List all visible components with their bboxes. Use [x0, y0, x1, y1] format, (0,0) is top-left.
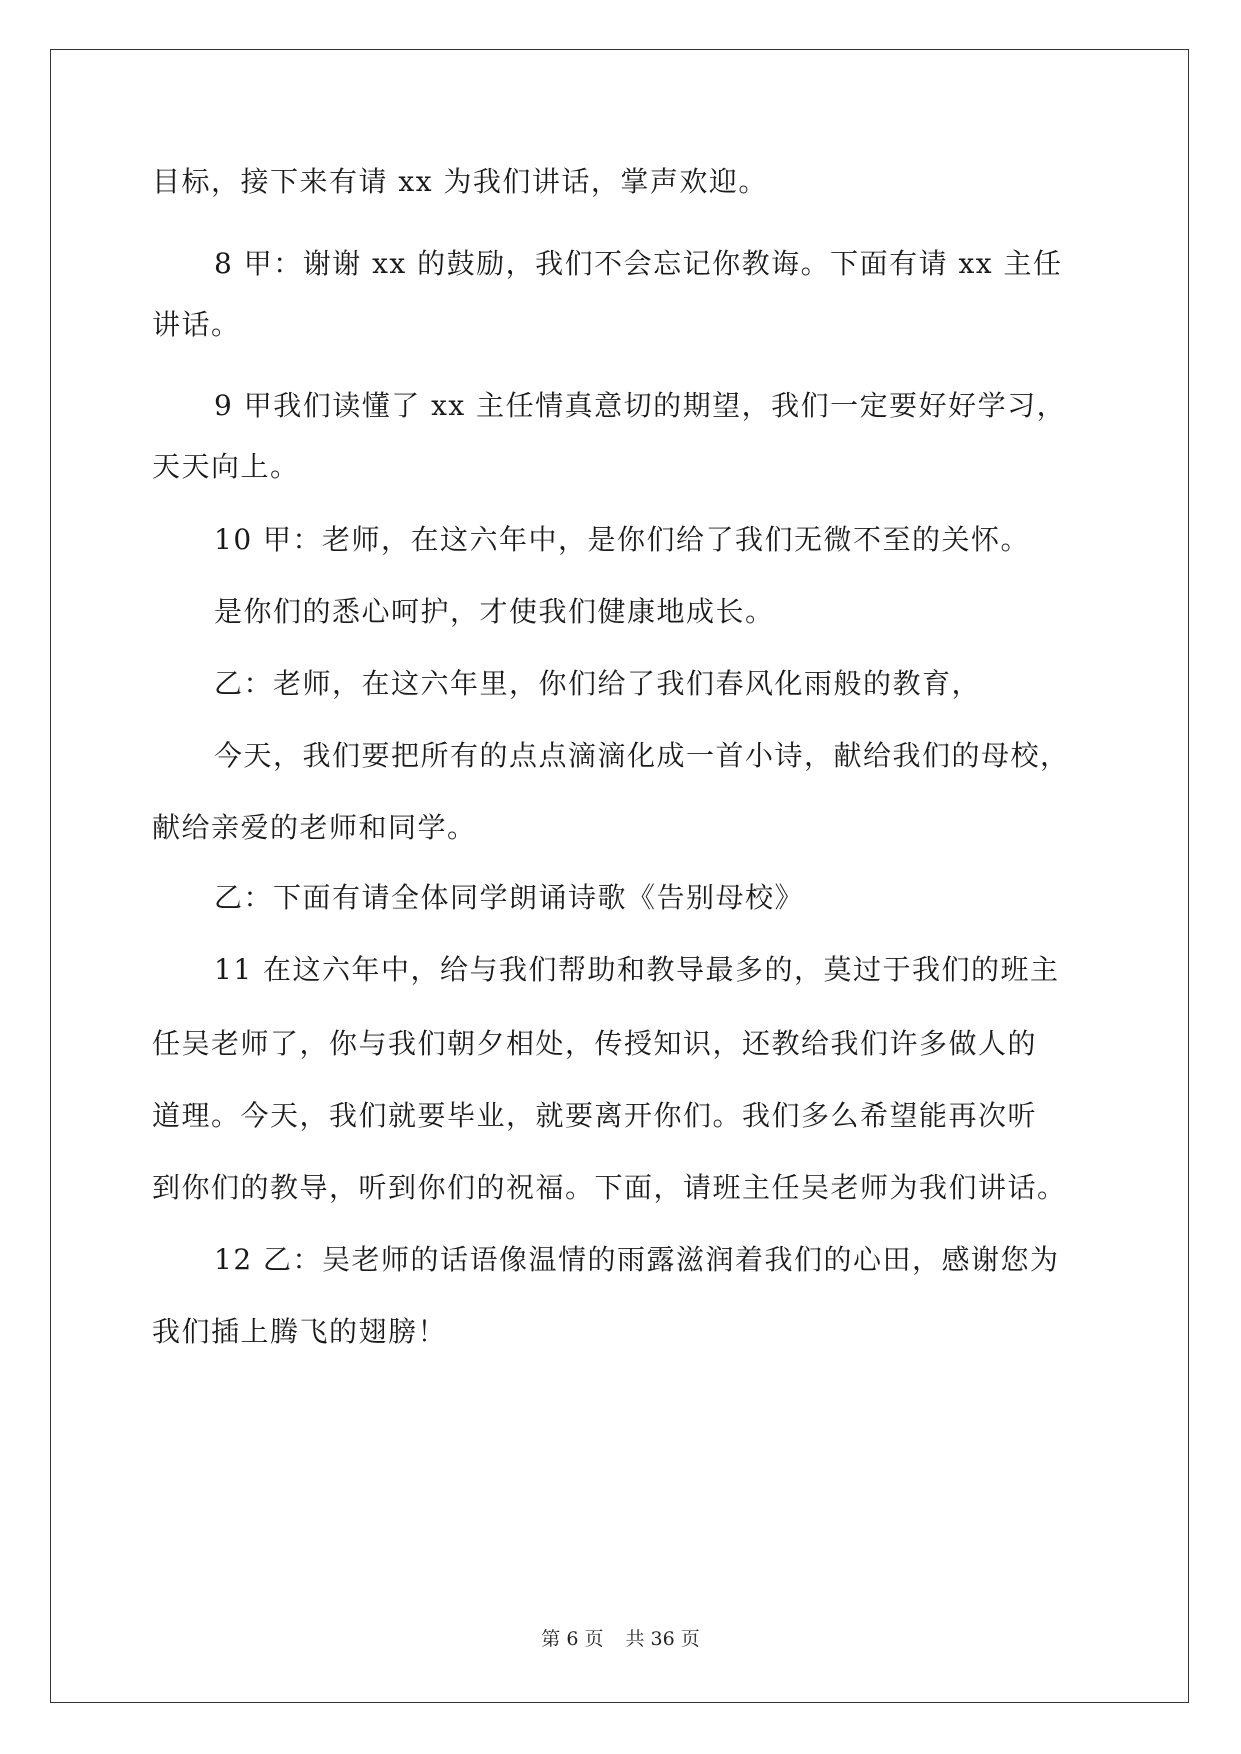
text-line: 8 甲：谢谢 xx 的鼓励，我们不会忘记你教诲。下面有请 xx 主任 — [214, 247, 1063, 280]
text-line: 是你们的悉心呵护，才使我们健康地成长。 — [214, 595, 775, 628]
text-line: 到你们的教导，听到你们的祝福。下面，请班主任吴老师为我们讲话。 — [152, 1171, 1067, 1204]
text-line: 乙：老师，在这六年里，你们给了我们春风化雨般的教育， — [214, 667, 982, 700]
page-footer — [0, 1627, 1241, 1651]
page-number: 第 6 页 — [541, 1628, 604, 1650]
page-border — [50, 49, 1189, 1703]
text-line: 讲话。 — [152, 308, 241, 341]
text-line: 我们插上腾飞的翅膀！ — [152, 1315, 448, 1348]
text-line: 10 甲：老师，在这六年中，是你们给了我们无微不至的关怀。 — [214, 523, 1031, 556]
text-line: 任吴老师了，你与我们朝夕相处，传授知识，还教给我们许多做人的 — [152, 1027, 1038, 1060]
text-line: 道理。今天，我们就要毕业，就要离开你们。我们多么希望能再次听 — [152, 1099, 1038, 1132]
text-line: 今天，我们要把所有的点点滴滴化成一首小诗，献给我们的母校， — [214, 739, 1070, 772]
text-line: 目标，接下来有请 xx 为我们讲话，掌声欢迎。 — [152, 165, 768, 198]
text-line: 11 在这六年中，给与我们帮助和教导最多的，莫过于我们的班主 — [214, 953, 1060, 986]
page-total: 共 36 页 — [625, 1628, 700, 1650]
text-line: 9 甲我们读懂了 xx 主任情真意切的期望，我们一定要好好学习， — [214, 389, 1067, 422]
text-line: 12 乙：吴老师的话语像温情的雨露滋润着我们的心田，感谢您为 — [214, 1243, 1060, 1276]
text-line: 天天向上。 — [152, 450, 300, 483]
text-line: 乙：下面有请全体同学朗诵诗歌《告别母校》 — [214, 881, 805, 914]
text-line: 献给亲爱的老师和同学。 — [152, 811, 477, 844]
